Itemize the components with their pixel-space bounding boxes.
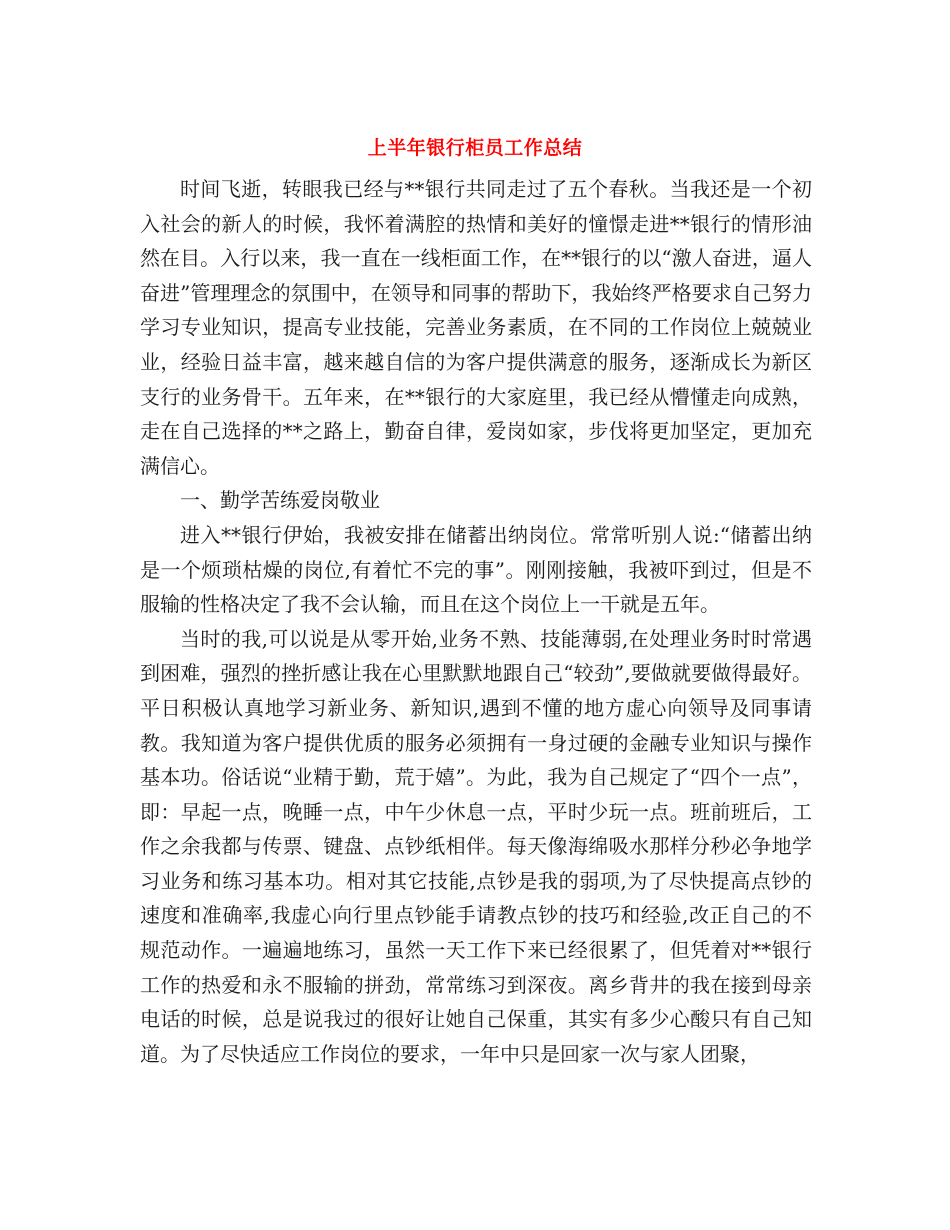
document-body [140, 172, 812, 1071]
paragraph-training: 当时的我,可以说是从零开始,业务不熟、技能薄弱,在处理业务时时常遇到困难，强烈的挫折感让我在心里默默地跟自己“较劲”,要做就要做得最好。平日积极认真地学习新业务、新知识,遇到不懂的地方虚心向领导及同事请教。我知道为客户提供优质的服务必须拥有一身过硬的金融专业知识与操作基本功。俗话说“业精于勤，荒于嬉”。为此，我为自己规定了“四个一点”，即：早起一点，晚睡一点，中午少休息一点，平时少玩一点。班前班后，工作之余我都与传票、键盘、点钞纸相伴。每天像海绵吸水那样分秒必争地学习业务和练习基本功。相对其它技能,点钞是我的弱项,为了尽快提高点钞的速度和准确率,我虚心向行里点钞能手请教点钞的技巧和经验,改正自己的不规范动作。一遍遍地练习，虽然一天工作下来已经很累了，但凭着对**银行工作的热爱和永不服输的拼劲，常常练习到深夜。离乡背井的我在接到母亲电话的时候，总是说我过的很好让她自己保重，其实有多少心酸只有自己知道。为了尽快适应工作岗位的要求，一年中只是回家一次与家人团聚， [140, 626, 812, 1066]
paragraph-intro: 时间飞逝，转眼我已经与**银行共同走过了五个春秋。当我还是一个初入社会的新人的时候，我怀着满腔的热情和美好的憧憬走进**银行的情形油然在目。入行以来，我一直在一线柜面工作，在**银行的以“激人奋进，逼人奋进”管理理念的氛围中，在领导和同事的帮助下，我始终严格要求自己努力学习专业知识，提高专业技能，完善业务素质，在不同的工作岗位上兢兢业业，经验日益丰富，越来越自信的为客户提供满意的服务，逐渐成长为新区支行的业务骨干。五年来，在**银行的大家庭里，我已经从懵懂走向成熟，走在自己选择的**之路上，勤奋自律，爱岗如家，步伐将更加坚定，更加充满信心。 [140, 177, 812, 478]
document-title: 上半年银行柜员工作总结 [367, 137, 583, 159]
section-heading: 一、勤学苦练爱岗敬业 [180, 488, 380, 513]
paragraph-position: 进入**银行伊始，我被安排在储蓄出纳岗位。常常听别人说:“储蓄出纳是一个烦琐枯燥的岗位,有着忙不完的事”。刚刚接触，我被吓到过，但是不服输的性格决定了我不会认输，而且在这个岗位上一干就是五年。 [140, 522, 812, 617]
